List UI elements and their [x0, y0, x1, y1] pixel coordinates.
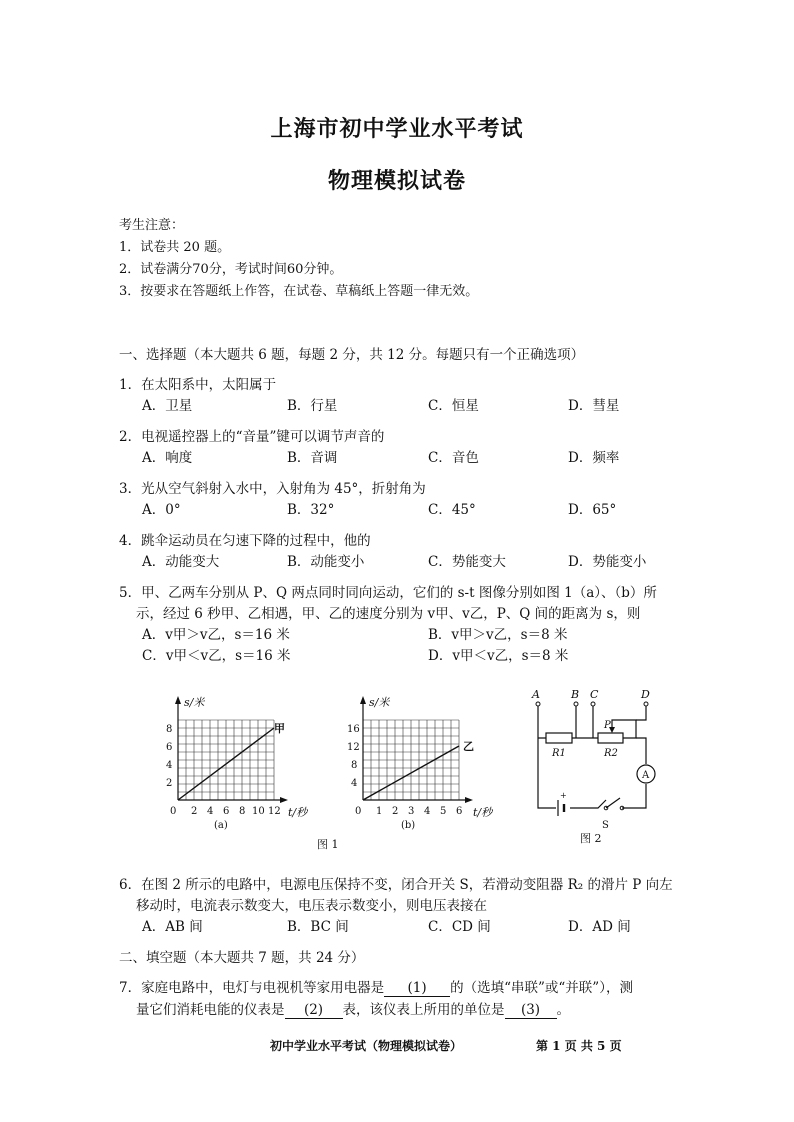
q5-stem-line2: 示，经过 6 秒甲、乙相遇，甲、乙的速度分别为 v甲、v乙，P、Q 间的距离为 s，则	[136, 606, 641, 622]
graph-a-xtick: 10	[252, 806, 265, 817]
graph-a-ytick: 8	[166, 724, 173, 735]
battery-plus-icon: +	[560, 791, 567, 800]
graph-a-xtick: 2	[191, 806, 198, 817]
q7-text-1: 7．家庭电路中，电灯与电视机等家用电器是	[119, 980, 385, 996]
terminal-c-icon	[591, 702, 595, 706]
graph-a-grid	[178, 720, 274, 800]
switch-lever-icon	[606, 798, 620, 808]
q2-option-d: D．频率	[568, 450, 620, 466]
section1-heading: 一、选择题（本大题共 6 题，每题 2 分，共 12 分。每题只有一个正确选项）	[119, 347, 585, 363]
q1-option-a: A．卫星	[142, 398, 193, 414]
graph-a-xtick: 12	[268, 806, 281, 817]
q4-option-b: B．动能变小	[287, 554, 365, 570]
q6-option-a: A．AB 间	[142, 919, 203, 935]
r1-label: R1	[552, 748, 566, 759]
graph-b-ytick: 4	[351, 778, 358, 789]
graph-a-y-arrow-icon	[175, 696, 181, 704]
graph-a-x-arrow-icon	[280, 797, 288, 803]
terminal-a-icon	[536, 702, 540, 706]
graph-b	[335, 692, 505, 832]
q6-stem-line1: 6．在图 2 所示的电路中，电源电压保持不变，闭合开关 S，若滑动变阻器 R₂ 的滑片 P 向左	[119, 877, 673, 893]
q2-stem: 2．电视遥控器上的“音量”键可以调节声音的	[119, 429, 385, 445]
graph-a-series-label: 甲	[274, 722, 285, 735]
q4-option-a: A．动能变大	[142, 554, 220, 570]
r2-label: R2	[604, 748, 618, 759]
q7-line1	[119, 976, 633, 997]
switch-label: S	[602, 820, 609, 831]
notice-item-1: 1．试卷共 20 题。	[119, 240, 231, 255]
q2-option-b: B．音调	[287, 450, 338, 466]
section2-heading: 二、填空题（本大题共 7 题，共 24 分）	[119, 950, 365, 966]
q7-text-4: 表，该仪表上所用的单位是	[342, 1002, 505, 1018]
notice-heading: 考生注意：	[119, 218, 185, 233]
q1-option-c: C．恒星	[428, 398, 479, 414]
circuit-wire-right	[636, 738, 646, 764]
q4-stem: 4．跳伞运动员在匀速下降的过程中，他的	[119, 533, 371, 549]
graph-a-xtick: 4	[207, 806, 214, 817]
terminal-a-label: A	[532, 688, 540, 701]
q5-option-d: D．v甲＜v乙，s＝8 米	[428, 648, 569, 664]
q2-option-a: A．响度	[142, 450, 193, 466]
q7-blank-1[interactable]: (1)	[384, 980, 450, 997]
graph-b-series-label: 乙	[463, 740, 474, 753]
graph-a-ylabel: s/米	[184, 696, 205, 709]
q5-option-b: B．v甲＞v乙，s＝8 米	[428, 627, 568, 643]
resistor-r1-icon	[546, 733, 572, 743]
terminal-c-label: C	[590, 688, 599, 701]
q5-option-a: A．v甲＞v乙，s＝16 米	[142, 627, 290, 643]
q5-option-c: C．v甲＜v乙，s＝16 米	[142, 648, 291, 664]
q3-option-a: A．0°	[142, 502, 181, 518]
q7-line2	[136, 998, 570, 1019]
graph-b-xtick: 4	[424, 806, 431, 817]
fig2-label: 图 2	[580, 832, 602, 845]
graph-a-xtick: 0	[170, 806, 177, 817]
graph-b-caption: (b)	[401, 820, 416, 831]
graph-b-grid	[363, 720, 459, 800]
q6-option-b: B．BC 间	[287, 919, 349, 935]
exam-subtitle: 物理模拟试卷	[327, 168, 466, 194]
q3-option-b: B．32°	[287, 502, 335, 518]
ammeter-label: A	[642, 770, 650, 781]
q4-option-c: C．势能变大	[428, 554, 506, 570]
graph-a-xlabel: t/秒	[288, 806, 308, 819]
graph-a	[150, 692, 308, 832]
graph-b-x-arrow-icon	[465, 797, 473, 803]
q7-text-2: 的（选填“串联”或“并联”），测	[450, 980, 633, 996]
graph-b-xtick: 6	[456, 806, 463, 817]
graph-b-xtick: 1	[376, 806, 383, 817]
graph-b-xtick: 0	[355, 806, 362, 817]
q3-option-d: D．65°	[568, 502, 617, 518]
q3-stem: 3．光从空气斜射入水中，入射角为 45°，折射角为	[119, 481, 426, 497]
graph-a-xtick: 6	[223, 806, 230, 817]
circuit-wire-bottom	[570, 784, 646, 808]
graph-b-y-arrow-icon	[360, 696, 366, 704]
graph-b-xtick: 2	[392, 806, 399, 817]
graph-b-xlabel: t/秒	[473, 806, 493, 819]
q6-stem-line2: 移动时，电流表示数变大，电压表示数变小，则电压表接在	[136, 898, 487, 914]
graph-a-xtick: 8	[239, 806, 246, 817]
graph-a-ytick: 2	[166, 778, 173, 789]
slider-label: P	[604, 720, 611, 731]
fig1-label: 图 1	[317, 838, 339, 851]
terminal-d-label: D	[641, 688, 650, 701]
graph-b-xtick: 3	[408, 806, 415, 817]
circuit-diagram	[520, 686, 670, 846]
q2-option-c: C．音色	[428, 450, 479, 466]
q1-stem: 1．在太阳系中，太阳属于	[119, 377, 277, 393]
q1-option-d: D．彗星	[568, 398, 620, 414]
q1-option-b: B．行星	[287, 398, 338, 414]
footer-title: 初中学业水平考试（物理模拟试卷）	[270, 1039, 463, 1053]
terminal-b-icon	[574, 702, 578, 706]
graph-a-ytick: 6	[166, 742, 173, 753]
q6-option-d: D．AD 间	[568, 919, 631, 935]
q5-stem-line1: 5．甲、乙两车分别从 P、Q 两点同时同向运动，它们的 s-t 图像分别如图 1（a）、（b）所	[119, 585, 657, 601]
q4-option-d: D．势能变小	[568, 554, 647, 570]
q7-blank-3[interactable]: (3)	[505, 1002, 557, 1019]
notice-item-3: 3．按要求在答题纸上作答，在试卷、草稿纸上答题一律无效。	[119, 284, 479, 299]
graph-b-xtick: 5	[440, 806, 447, 817]
graph-a-ytick: 4	[166, 760, 173, 771]
q7-blank-2[interactable]: (2)	[285, 1002, 343, 1019]
graph-b-ytick: 16	[347, 724, 360, 735]
terminal-b-label: B	[571, 688, 580, 701]
q7-text-5: 。	[556, 1002, 570, 1018]
rheostat-r2-icon	[598, 733, 623, 743]
graph-a-caption: (a)	[214, 820, 228, 831]
graph-b-ytick: 12	[347, 742, 360, 753]
q3-option-c: C．45°	[428, 502, 476, 518]
q7-text-3: 量它们消耗电能的仪表是	[136, 1002, 285, 1018]
graph-b-ylabel: s/米	[369, 696, 390, 709]
graph-b-ytick: 8	[351, 760, 358, 771]
footer-page: 第 1 页 共 5 页	[536, 1039, 622, 1053]
q6-option-c: C．CD 间	[428, 919, 491, 935]
exam-title: 上海市初中学业水平考试	[270, 116, 524, 142]
notice-item-2: 2．试卷满分70分，考试时间60分钟。	[119, 262, 343, 277]
terminal-d-icon	[644, 702, 648, 706]
